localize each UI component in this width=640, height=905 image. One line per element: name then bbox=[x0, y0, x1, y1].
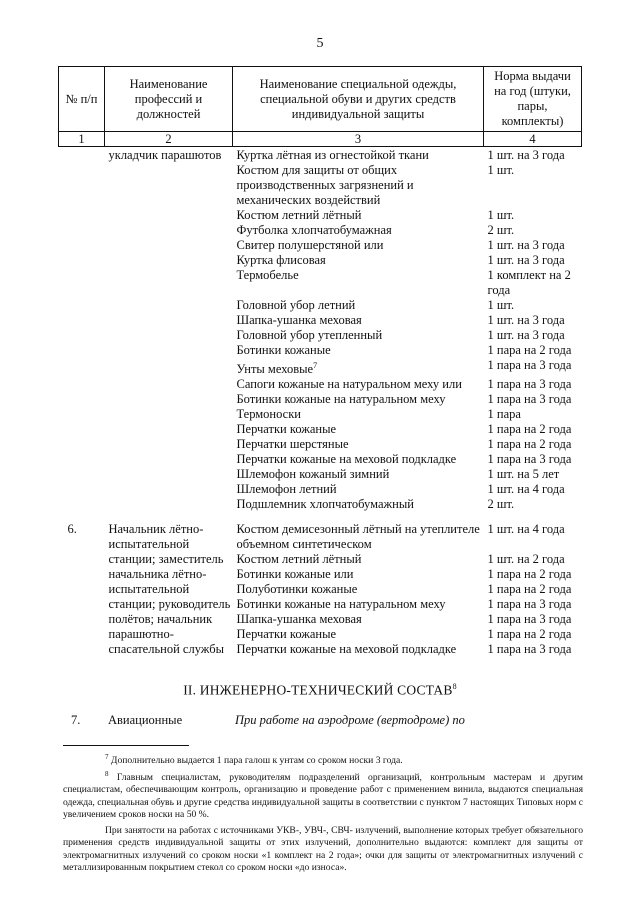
issue-norm: 1 пара на 3 года bbox=[487, 452, 572, 466]
equipment-name: Шапка-ушанка меховая bbox=[236, 313, 362, 327]
equipment-name: Шлемофон летний bbox=[236, 482, 337, 496]
header-num: № п/п bbox=[59, 67, 105, 132]
column-number: 4 bbox=[484, 132, 582, 147]
row-number bbox=[59, 147, 105, 513]
equipment-name: Полуботинки кожаные bbox=[236, 582, 358, 596]
spacer-cell bbox=[484, 512, 582, 522]
issue-norm: 1 шт. на 3 года bbox=[487, 253, 565, 267]
equipment-item bbox=[237, 482, 484, 497]
equipment-name: Шлемофон кожаный зимний bbox=[236, 467, 390, 481]
equipment-name: Ботинки кожаные на натуральном меху bbox=[236, 597, 446, 611]
equipment-name: Термобелье bbox=[236, 268, 299, 282]
footnote-text: Главным специалистам, руководителям подразделений организаций, контрольным мастерам и другим специалистам, обеспечивающим контроль, организацию и проведение работ с применением винила, выдаются специальная одежда, специальная обувь и другие средства индивидуальной защиты в соответствии с пунктом 7 настоящих Типовых норм с увеличением сроков носки на 50 %. bbox=[63, 771, 583, 821]
section-heading bbox=[0, 682, 640, 699]
equipment-name: Куртка флисовая bbox=[236, 253, 326, 267]
issue-norm: 1 шт. на 3 года bbox=[487, 328, 565, 342]
issue-norm: 1 пара на 2 года bbox=[487, 437, 572, 451]
issue-norm: 1 пара на 2 года bbox=[487, 343, 572, 357]
header-norm: Норма выдачи на год (штуки, пары, комплекты) bbox=[484, 67, 582, 132]
footnote-text: При занятости на работах с источниками УКВ-, УВЧ-, СВЧ- излучений, выполнение которых требует обязательного применения средств индивидуальной защиты от этих излучений, дополнительно выдаются: комплект для защиты от электромагнитных излучений со сроком носки «1 комплект на 2 года»; очки для защиты от электромагнитных излучений с металлизированным покрытием стекол со сроком носки «до износа». bbox=[63, 824, 583, 874]
issue-norm: 1 пара на 3 года bbox=[487, 377, 572, 391]
issue-norm: 1 пара на 3 года bbox=[487, 392, 572, 406]
issue-norm: 1 пара на 3 года bbox=[487, 358, 572, 372]
norm-list bbox=[484, 522, 582, 657]
equipment-name: Костюм демисезонный лётный на утеплителе объемном синтетическом bbox=[236, 522, 480, 551]
footnote bbox=[63, 768, 583, 822]
equipment-name: Футболка хлопчатобумажная bbox=[236, 223, 392, 237]
equipment-name: Термоноски bbox=[236, 407, 301, 421]
footnote-mark: 8 bbox=[105, 769, 109, 778]
equipment-name: Головной убор утепленный bbox=[236, 328, 383, 342]
equipment-name: Шапка-ушанка меховая bbox=[236, 612, 362, 626]
footnote-divider bbox=[63, 745, 189, 746]
equipment-item bbox=[237, 377, 484, 392]
issue-norm: 1 шт. на 3 года bbox=[487, 238, 565, 252]
equipment-item bbox=[237, 343, 484, 358]
equipment-name: Подшлемник хлопчатобумажный bbox=[236, 497, 414, 511]
issue-norm: 1 шт. bbox=[487, 298, 515, 312]
page-number: 5 bbox=[316, 36, 324, 51]
equipment-item bbox=[237, 328, 484, 343]
row-number: 7. bbox=[71, 713, 81, 727]
row-spacer bbox=[59, 512, 582, 522]
issue-norm: 1 шт. bbox=[487, 208, 515, 222]
table-body bbox=[59, 147, 582, 658]
footnote-ref: 8 bbox=[452, 682, 457, 691]
issue-norm: 1 пара на 3 года bbox=[487, 597, 572, 611]
equipment-item bbox=[237, 358, 484, 377]
profession-title: Авиационные bbox=[108, 713, 183, 727]
column-number: 3 bbox=[233, 132, 484, 147]
equipment-item bbox=[237, 467, 484, 482]
equipment-name: Головной убор летний bbox=[236, 298, 356, 312]
equipment-name: Ботинки кожаные или bbox=[236, 567, 354, 581]
equipment-item bbox=[237, 612, 484, 627]
equipment-list bbox=[233, 147, 484, 513]
issue-norm: 2 шт. bbox=[487, 497, 515, 511]
issue-norm: 1 шт. на 5 лет bbox=[487, 467, 560, 481]
equipment-list bbox=[233, 522, 484, 657]
equipment-item bbox=[237, 148, 484, 163]
equipment-item bbox=[237, 407, 484, 422]
equipment-item bbox=[237, 597, 484, 612]
footnotes bbox=[63, 751, 583, 875]
equipment-item bbox=[237, 422, 484, 437]
equipment-name: Унты меховые bbox=[236, 362, 314, 377]
equipment-item bbox=[237, 392, 484, 407]
equipment-name: Ботинки кожаные на натуральном меху bbox=[236, 392, 446, 406]
issue-norm: 1 пара на 2 года bbox=[487, 567, 572, 581]
issue-norm: 1 пара на 2 года bbox=[487, 627, 572, 641]
equipment-name: Перчатки кожаные bbox=[236, 422, 337, 436]
equipment-name: Перчатки кожаные на меховой подкладке bbox=[236, 642, 457, 656]
table-row bbox=[59, 147, 582, 513]
row-number: 6. bbox=[67, 522, 77, 536]
equipment-name: Свитер полушерстяной или bbox=[236, 238, 384, 252]
profession-title: укладчик парашютов bbox=[108, 148, 222, 162]
spacer-cell bbox=[59, 512, 105, 522]
equipment-name: Костюм летний лётный bbox=[236, 552, 362, 566]
norm-list bbox=[484, 147, 582, 513]
issue-norm: 1 пара на 3 года bbox=[487, 612, 572, 626]
equipment-name: Перчатки кожаные на меховой подкладке bbox=[236, 452, 457, 466]
equipment-item bbox=[237, 253, 484, 268]
equipment-item bbox=[237, 268, 484, 298]
footnote-text: Дополнительно выдается 1 пара галош к унтам со сроком носки 3 года. bbox=[110, 755, 403, 767]
profession-title: Начальник лётно-испытательной станции; заместитель начальника лётно-испытательной станции; руководитель полётов; начальник парашютно-спасательной службы bbox=[108, 522, 231, 656]
equipment-name: Сапоги кожаные на натуральном меху или bbox=[236, 377, 462, 391]
equipment-item bbox=[237, 497, 484, 512]
equipment-item bbox=[237, 552, 484, 567]
footnote-mark: 7 bbox=[105, 753, 109, 761]
equipment-name: Куртка лётная из огнестойкой ткани bbox=[236, 148, 429, 162]
equipment-item bbox=[237, 522, 484, 552]
spacer-cell bbox=[233, 512, 484, 522]
issue-norm: 1 шт. на 3 года bbox=[487, 313, 565, 327]
issue-norm: 1 шт. на 3 года bbox=[487, 148, 565, 162]
issue-norm: 1 шт. на 2 года bbox=[487, 552, 565, 566]
section-title: II. ИНЖЕНЕРНО-ТЕХНИЧЕСКИЙ СОСТАВ bbox=[183, 682, 453, 698]
header-equipment: Наименование специальной одежды, специальной обуви и других средств индивидуальной защиты bbox=[233, 67, 484, 132]
column-number-row bbox=[59, 132, 582, 147]
equipment-item bbox=[237, 223, 484, 238]
equipment-name: Костюм для защиты от общих производственных загрязнений и механических воздействий bbox=[236, 163, 414, 207]
issue-norm: 1 пара bbox=[487, 407, 521, 421]
equipment-item bbox=[237, 642, 484, 657]
spacer-cell bbox=[105, 512, 233, 522]
issue-norm: 2 шт. bbox=[487, 223, 515, 237]
equipment-name: Ботинки кожаные bbox=[236, 343, 331, 357]
equipment-item bbox=[237, 437, 484, 452]
norms-table bbox=[58, 66, 582, 657]
equipment-name: Костюм летний лётный bbox=[236, 208, 362, 222]
issue-norm: 1 шт. на 4 года bbox=[487, 482, 565, 496]
issue-norm: 1 пара на 3 года bbox=[487, 642, 572, 656]
footnote bbox=[63, 825, 583, 875]
equipment-item bbox=[237, 208, 484, 223]
equipment-name: Перчатки шерстяные bbox=[236, 437, 349, 451]
column-number: 2 bbox=[105, 132, 233, 147]
header-row bbox=[59, 67, 582, 132]
issue-norm: 1 шт. на 4 года bbox=[487, 522, 565, 536]
header-profession: Наименование профессий и должностей bbox=[105, 67, 233, 132]
equipment-item bbox=[237, 452, 484, 467]
norms-table-container bbox=[58, 66, 581, 657]
issue-norm: 1 комплект на 2 года bbox=[487, 268, 571, 297]
equipment-item bbox=[237, 567, 484, 582]
equipment-item bbox=[237, 582, 484, 597]
footnote bbox=[63, 751, 583, 768]
footnote-ref: 7 bbox=[313, 361, 318, 370]
equipment-name: Перчатки кожаные bbox=[236, 627, 337, 641]
equipment-item bbox=[237, 627, 484, 642]
issue-norm: 1 пара на 2 года bbox=[487, 422, 572, 436]
equipment-item bbox=[237, 313, 484, 328]
issue-norm: 1 пара на 2 года bbox=[487, 582, 572, 596]
column-number: 1 bbox=[59, 132, 105, 147]
table-row bbox=[59, 522, 582, 657]
issue-norm: 1 шт. bbox=[487, 163, 515, 177]
equipment-item bbox=[237, 298, 484, 313]
equipment-item bbox=[237, 238, 484, 253]
equipment-item bbox=[237, 163, 484, 208]
condition-text: При работе на аэродроме (вертодроме) по bbox=[235, 713, 465, 727]
